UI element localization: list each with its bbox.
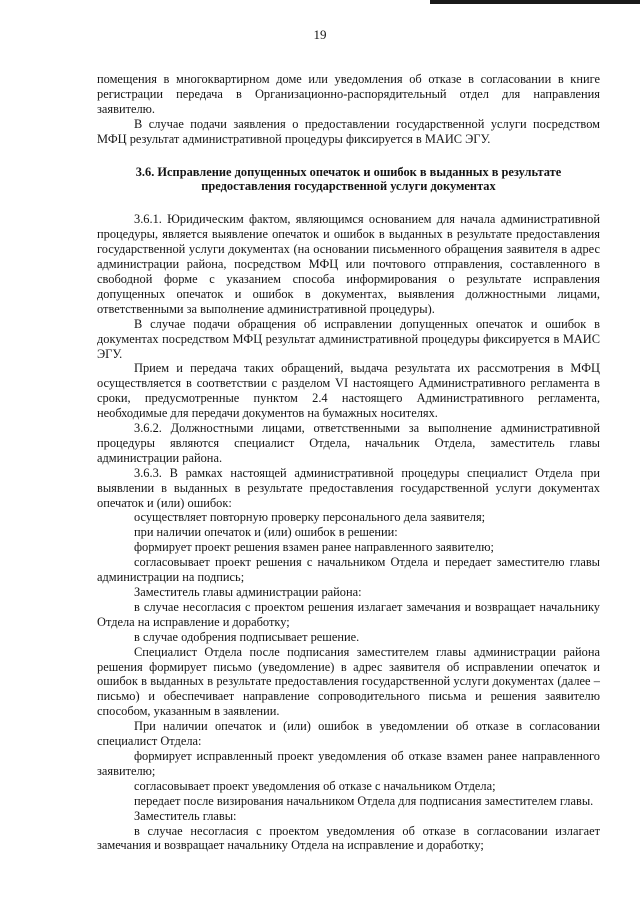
list-item: в случае несогласия с проектом уведомления об отказе в согласовании излагает замечания и возвращает начальнику Отдела на исправление и доработку; (97, 823, 600, 853)
list-item: согласовывает проект уведомления об отказе с начальником Отдела; (134, 778, 496, 793)
list-item: при наличии опечаток и (или) ошибок в решении: (134, 525, 398, 540)
paragraph: Прием и передача таких обращений, выдача результата их рассмотрения в МФЦ осуществляется в соответствии с разделом VI настоящего Административного регламента в сроки, предусмотренные пунктом 2.4 настоящего Административного регламента, необходимые для передачи документов на бумажных носителях. (97, 361, 600, 421)
section-heading: 3.6. Исправление допущенных опечаток и ошибок в выданных в результате предоставления государственной услуги документах (135, 164, 562, 194)
top-edge-bar (430, 0, 640, 4)
paragraph: 3.6.3. В рамках настоящей административной процедуры специалист Отдела при выявлении в выданных в результате предоставления государственной услуги документах опечаток и (или) ошибок: (97, 465, 600, 510)
list-item: передает после визирования начальником Отдела для подписания заместителем главы. (134, 793, 594, 808)
page-number: 19 (313, 27, 327, 42)
paragraph: Специалист Отдела после подписания заместителем главы администрации района решения формирует письмо (уведомление) в адрес заявителя об исправлении опечаток и ошибок в выданных в результате предоставления государственной услуги документах (далее – письмо) и обеспечивает направление сопроводительного письма и решения заявителю способом, указанным в заявлении. (97, 644, 600, 719)
list-item: формирует исправленный проект уведомления об отказе взамен ранее направленного заявителю; (97, 748, 600, 778)
list-item: в случае одобрения подписывает решение. (134, 629, 360, 644)
paragraph: В случае подачи обращения об исправлении допущенных опечаток и ошибок в документах посредством МФЦ результат административной процедуры фиксируется в МАИС ЭГУ. (97, 316, 600, 361)
paragraph: Заместитель главы: (134, 808, 237, 823)
list-item: осуществляет повторную проверку персонального дела заявителя; (134, 510, 486, 525)
paragraph: При наличии опечаток и (или) ошибок в уведомлении об отказе в согласовании специалист Отдела: (97, 719, 600, 749)
paragraph: В случае подачи заявления о предоставлении государственной услуги посредством МФЦ результат административной процедуры фиксируется в МАИС ЭГУ. (97, 116, 600, 146)
list-item: в случае несогласия с проектом решения излагает замечания и возвращает начальнику Отдела на исправление и доработку; (97, 599, 600, 629)
paragraph: Заместитель главы администрации района: (134, 585, 362, 599)
list-item: формирует проект решения взамен ранее направленного заявителю; (134, 540, 494, 555)
document-body (97, 72, 600, 853)
list-item: согласовывает проект решения с начальником Отдела и передает заместителю главы администрации на подпись; (97, 555, 600, 585)
paragraph: помещения в многоквартирном доме или уведомления об отказе в согласовании в книге регистрации передача в Организационно-распорядительный отдел для направления заявителю. (97, 72, 600, 116)
paragraph: 3.6.2. Должностными лицами, ответственными за выполнение административной процедуры являются специалист Отдела, начальник Отдела, заместитель главы администрации района. (97, 421, 600, 465)
paragraph: 3.6.1. Юридическим фактом, являющимся основанием для начала административной процедуры, является выявление опечаток и ошибок в выданных в результате предоставления государственной услуги документах (на основании письменного обращения заявителя в адрес администрации района, посредством МФЦ или почтового отправления, составленного в свободной форме с указанием способа информирования о результате исправления допущенных опечаток и ошибок в документах, выявления должностными лицами, ответственными за выполнение административной процедуры). (97, 212, 600, 316)
